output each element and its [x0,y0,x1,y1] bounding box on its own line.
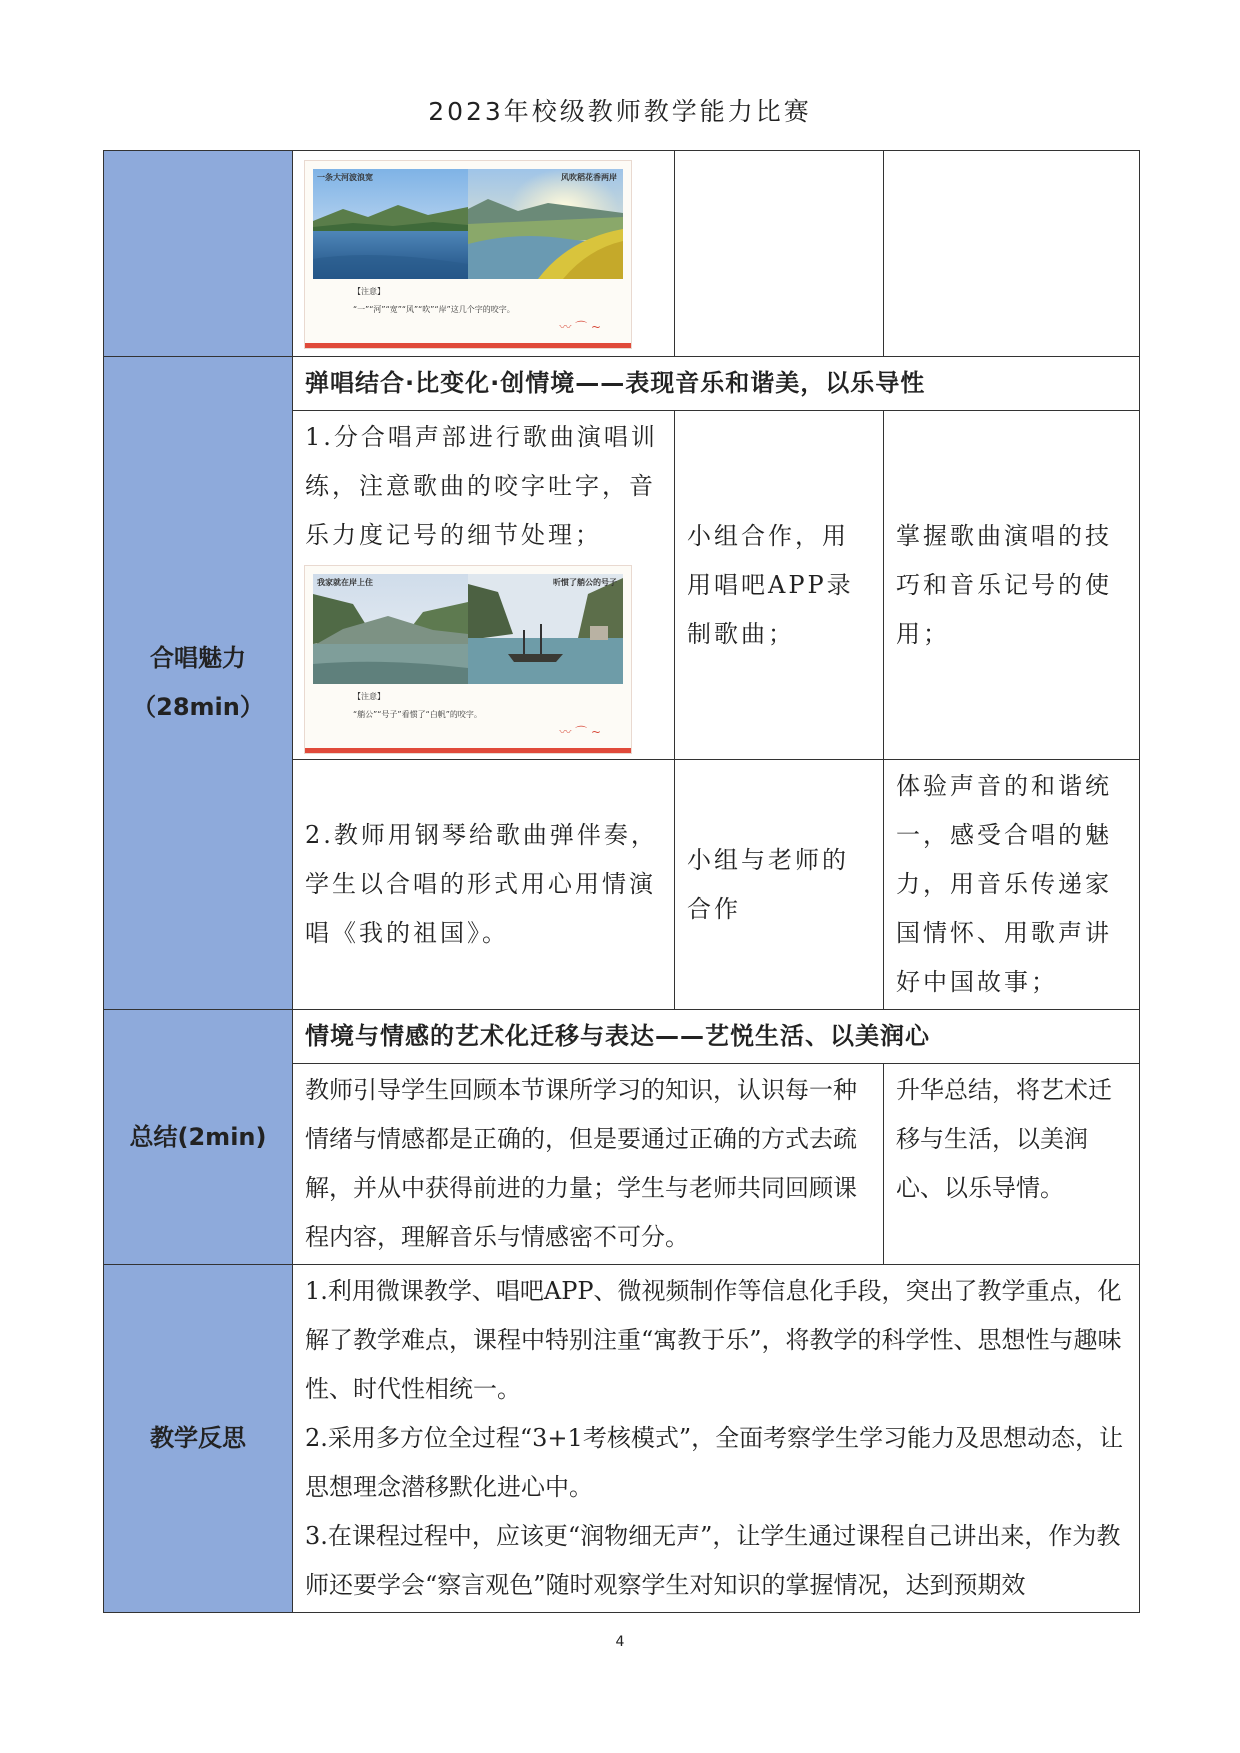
table-row-reflection [104,1265,1140,1613]
student-activity-cell [675,760,884,1010]
section-heading-chorus: 弹唱结合·比变化·创情境——表现音乐和谐美，以乐导性 [293,357,1140,411]
section-duration-chorus: （28min） [132,693,264,721]
bird-decoration-icon: 〰 ⌒ ~ [559,320,601,334]
slide-note-label: 【注意】 [353,692,385,701]
lesson-slide-image-1 [305,161,631,348]
summary-intent-text: 升华总结，将艺术迁移与生活，以美润心、以乐导情。 [896,1076,1112,1202]
section-label-chorus [104,357,293,1010]
teacher-activity-cell [293,411,675,760]
teacher-activity-cell [293,760,675,1010]
page-number: 4 [615,1634,625,1650]
boats-photo-right [468,574,623,684]
slide-caption-right: 风吹稻花香两岸 [561,173,617,182]
reflection-content-cell [293,1265,1140,1613]
section-title-summary: 总结(2min) [129,1122,267,1151]
section-label-reflection [104,1265,293,1613]
summary-intent-cell [884,1064,1140,1265]
slide-cell-1 [293,151,675,357]
rice-field-photo-right [468,169,623,279]
table-row-summary-heading [104,1010,1140,1064]
section-heading-summary: 情境与情感的艺术化迁移与表达——艺悦生活、以美润心 [293,1010,1140,1064]
teacher-activity-text: 1.分合唱声部进行歌曲演唱训练，注意歌曲的咬字吐字，音乐力度记号的细节处理； [305,423,658,549]
design-intent-cell [884,411,1140,760]
label-cell-continuation [104,151,293,357]
reflection-item: 1.利用微课教学、唱吧APP、微视频制作等信息化手段，突出了教学重点，化解了教学难点，课程中特别注重“寓教于乐”，将教学的科学性、思想性与趣味性、时代性相统一。 [305,1277,1122,1403]
lesson-slide-image-2 [305,566,631,753]
slide-caption-right: 听惯了艄公的号子 [553,578,617,587]
river-photo-left [313,169,468,279]
slide-note-label: 【注意】 [353,287,385,296]
empty-cell [675,151,884,357]
table-row-continuation [104,151,1140,357]
design-intent-text: 掌握歌曲演唱的技巧和音乐记号的使用； [896,521,1112,648]
student-activity-text: 小组与老师的合作 [687,845,849,923]
empty-cell [884,151,1140,357]
teacher-activity-text: 2.教师用钢琴给歌曲弹伴奏，学生以合唱的形式用心用情演唱《我的祖国》。 [305,821,658,947]
slide-note-text: “一”“河”“宽”“风”“吹”“岸”这几个字的咬字。 [353,305,515,314]
slide-caption-left: 一条大河波浪宽 [317,173,373,182]
slide-note-text: “艄公”“号子”看惯了“白帆”的咬字。 [353,710,482,719]
section-title-reflection: 教学反思 [150,1424,246,1452]
design-intent-text: 体验声音的和谐统一，感受合唱的魅力，用音乐传递家国情怀、用歌声讲好中国故事； [896,772,1112,996]
slide-caption-left: 我家就在岸上住 [317,578,373,587]
section-title-chorus: 合唱魅力 [150,644,246,672]
bird-decoration-icon: 〰 ⌒ ~ [559,725,601,739]
gorge-photo-left [313,574,468,684]
summary-content-text: 教师引导学生回顾本节课所学习的知识，认识每一种情绪与情感都是正确的，但是要通过正确的方式去疏解，并从中获得前进的力量；学生与老师共同回顾课程内容，理解音乐与情感密不可分。 [305,1076,857,1251]
summary-content-cell [293,1064,884,1265]
lesson-plan-table [103,150,1140,1613]
page-title: 2023年校级教师教学能力比赛 [428,97,812,126]
student-activity-text: 小组合作，用用唱吧APP录制歌曲； [687,521,854,648]
design-intent-cell [884,760,1140,1010]
section-label-summary [104,1010,293,1265]
reflection-item: 3.在课程过程中，应该更“润物细无声”，让学生通过课程自己讲出来，作为教师还要学会“察言观色”随时观察学生对知识的掌握情况，达到预期效 [305,1522,1121,1599]
reflection-item: 2.采用多方位全过程“3+1考核模式”，全面考察学生学习能力及思想动态，让思想理念潜移默化进心中。 [305,1424,1124,1501]
table-row-chorus-heading [104,357,1140,411]
student-activity-cell [675,411,884,760]
